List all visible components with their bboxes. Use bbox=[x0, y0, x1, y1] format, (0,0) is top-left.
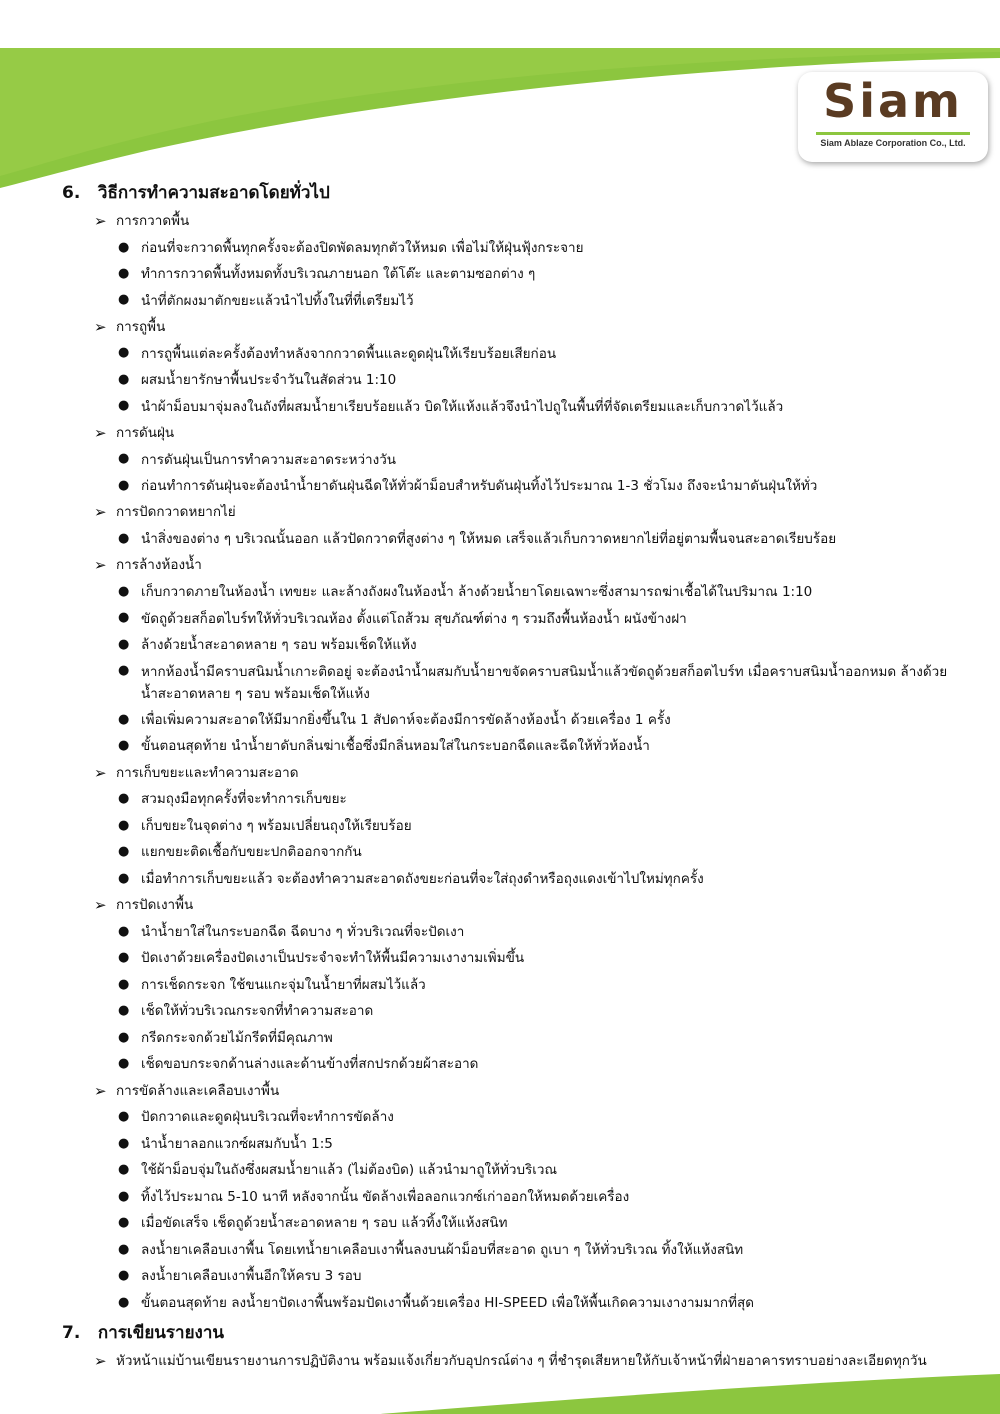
list-item bbox=[0, 733, 960, 759]
list-item-text: เมื่อขัดเสร็จ เช็ดถูด้วยน้ำสะอาดหลาย ๆ รอบ แล้วทิ้งให้แห้งสนิท bbox=[141, 1215, 508, 1232]
list-item bbox=[0, 526, 960, 552]
list-item-text: ผสมน้ำยารักษาพื้นประจำวันในสัดส่วน 1:10 bbox=[141, 372, 397, 389]
list-item-text: ทิ้งไว้ประมาณ 5-10 นาที หลังจากนั้น ขัดล้างเพื่อลอกแวกซ์เก่าออกให้หมดด้วยเครื่อง bbox=[141, 1188, 630, 1205]
list-item-text: การถูพื้นแต่ละครั้งต้องทำหลังจากกวาดพื้นและดูดฝุ่นให้เรียบร้อยเสียก่อน bbox=[141, 345, 557, 362]
list-item bbox=[0, 813, 960, 839]
section-number: 6. bbox=[62, 183, 81, 203]
subsection-heading bbox=[0, 420, 1000, 447]
list-item bbox=[0, 605, 960, 631]
list-item-text: เช็ดขอบกระจกด้านล่างและด้านข้างที่สกปรกด้วยผ้าสะอาด bbox=[141, 1056, 479, 1073]
list-item-text: หากห้องน้ำมีคราบสนิมน้ำเกาะติดอยู่ จะต้องนำน้ำผสมกับน้ำยาขจัดคราบสนิมน้ำแล้วขัดถูด้วยสก็อตไบร์ท เมื่อคราบสนิมน้ำออกหมด ล้างด้วยน้ำสะอาดหลาย ๆ รอบ พร้อมเช็ดให้แห้ง bbox=[141, 663, 948, 702]
list-item bbox=[0, 1025, 960, 1051]
list-item bbox=[0, 1157, 960, 1183]
arrow-bullet-icon: ➢ bbox=[94, 212, 107, 230]
list-item bbox=[0, 1263, 960, 1289]
company-logo bbox=[798, 72, 988, 162]
list-item-text: กรีดกระจกด้วยไม้กรีดที่มีคุณภาพ bbox=[141, 1029, 333, 1046]
list-item bbox=[0, 1210, 960, 1236]
list-item-text: ลงน้ำยาเคลือบเงาพื้นอีกให้ครบ 3 รอบ bbox=[141, 1268, 362, 1285]
subsection-heading bbox=[0, 314, 1000, 341]
list-item-text: นำน้ำยาใส่ในกระบอกฉีด ฉีดบาง ๆ ทั่วบริเวณที่จะปัดเงา bbox=[141, 923, 465, 940]
bullet-dot-icon: ● bbox=[118, 1188, 130, 1204]
arrow-bullet-icon: ➢ bbox=[94, 1351, 107, 1370]
bullet-dot-icon: ● bbox=[118, 477, 130, 493]
list-item bbox=[0, 658, 960, 706]
arrow-bullet-icon: ➢ bbox=[94, 317, 107, 336]
bullet-dot-icon: ● bbox=[118, 371, 130, 387]
subsection-heading bbox=[0, 208, 1000, 235]
list-item-text: ขั้นตอนสุดท้าย ลงน้ำยาปัดเงาพื้นพร้อมปัดเงาพื้นด้วยเครื่อง HI-SPEED เพื่อให้พื้นเกิดความเงางามมากที่สุด bbox=[141, 1294, 754, 1311]
bullet-dot-icon: ● bbox=[118, 292, 130, 308]
bullet-dot-icon: ● bbox=[118, 1056, 130, 1072]
list-item bbox=[0, 473, 960, 499]
arrow-bullet-icon: ➢ bbox=[94, 503, 107, 522]
section-number: 7. bbox=[62, 1322, 81, 1343]
bullet-dot-icon: ● bbox=[118, 1135, 130, 1151]
bullet-dot-icon: ● bbox=[118, 844, 130, 860]
list-item-text: ล้างด้วยน้ำสะอาดหลาย ๆ รอบ พร้อมเช็ดให้แห้ง bbox=[141, 637, 417, 654]
list-item bbox=[0, 945, 960, 971]
list-item-text: เก็บขยะในจุดต่าง ๆ พร้อมเปลี่ยนถุงให้เรียบร้อย bbox=[141, 817, 412, 834]
list-item bbox=[0, 287, 960, 313]
bullet-dot-icon: ● bbox=[118, 1029, 130, 1045]
section-7-heading bbox=[0, 1318, 1000, 1348]
list-item-text: ขัดถูด้วยสก็อตไบร์ทให้ทั่วบริเวณห้อง ตั้งแต่โถส้วม สุขภัณฑ์ต่าง ๆ รวมถึงพื้นห้องน้ำ ผนังข้างฝา bbox=[141, 610, 687, 627]
subsection-heading bbox=[0, 499, 1000, 526]
list-item bbox=[0, 786, 960, 812]
bullet-dot-icon: ● bbox=[118, 1241, 130, 1257]
bullet-dot-icon: ● bbox=[118, 1162, 130, 1178]
list-item bbox=[0, 1290, 960, 1316]
list-item-text: การดันฝุ่นเป็นการทำความสะอาดระหว่างวัน bbox=[141, 451, 397, 468]
subsection-heading bbox=[0, 892, 1000, 919]
subsection-heading bbox=[0, 1078, 1000, 1105]
list-item bbox=[0, 340, 960, 366]
list-item bbox=[0, 261, 960, 287]
bullet-dot-icon: ● bbox=[118, 817, 130, 833]
list-item bbox=[0, 866, 960, 892]
bullet-dot-icon: ● bbox=[118, 1215, 130, 1231]
document-body bbox=[0, 178, 1000, 1374]
bullet-dot-icon: ● bbox=[118, 663, 130, 679]
list-item bbox=[0, 972, 960, 998]
bullet-dot-icon: ● bbox=[118, 923, 130, 939]
section-6-groups bbox=[0, 208, 1000, 1316]
subsection-heading bbox=[0, 760, 1000, 787]
section-title: วิธีการทำความสะอาดโดยทั่วไป bbox=[97, 183, 330, 203]
list-item bbox=[0, 1051, 960, 1077]
bullet-dot-icon: ● bbox=[118, 636, 130, 652]
bullet-dot-icon: ● bbox=[118, 791, 130, 807]
list-item bbox=[0, 235, 960, 261]
list-item-text: สวมถุงมือทุกครั้งที่จะทำการเก็บขยะ bbox=[141, 791, 347, 808]
list-item-text: นำผ้าม็อบมาจุ่มลงในถังที่ผสมน้ำยาเรียบร้อยแล้ว บิดให้แห้งแล้วจึงนำไปถูในพื้นที่ที่จัดเตรียมและเก็บกวาดไว้แล้ว bbox=[141, 398, 784, 415]
list-item-text: เช็ดให้ทั่วบริเวณกระจกที่ทำความสะอาด bbox=[141, 1003, 374, 1020]
list-item bbox=[0, 1104, 960, 1130]
list-item-text: เพื่อเพิ่มความสะอาดให้มีมากยิ่งขึ้นใน 1 สัปดาห์จะต้องมีการขัดล้างห้องน้ำ ด้วยเครื่อง 1 ครั้ง bbox=[141, 711, 671, 728]
list-item-text: แยกขยะติดเชื้อกับขยะปกติออกจากกัน bbox=[141, 844, 362, 861]
list-item bbox=[0, 1184, 960, 1210]
list-item bbox=[0, 367, 960, 393]
list-item-text: นำน้ำยาลอกแวกซ์ผสมกับน้ำ 1:5 bbox=[141, 1135, 333, 1152]
list-item bbox=[0, 1131, 960, 1157]
list-item bbox=[0, 839, 960, 865]
arrow-bullet-icon: ➢ bbox=[94, 423, 107, 442]
logo-wordmark: Siam bbox=[823, 74, 963, 128]
bullet-dot-icon: ● bbox=[118, 451, 130, 467]
list-item bbox=[0, 579, 960, 605]
arrow-bullet-icon: ➢ bbox=[94, 763, 107, 782]
footer-green-swoosh bbox=[0, 1370, 1000, 1414]
bullet-dot-icon: ● bbox=[118, 1109, 130, 1125]
bullet-dot-icon: ● bbox=[118, 530, 130, 546]
list-item-text: เมื่อทำการเก็บขยะแล้ว จะต้องทำความสะอาดถังขยะก่อนที่จะใส่ถุงดำหรือถุงแดงเข้าไปใหม่ทุกครั้ง bbox=[141, 870, 704, 887]
bullet-dot-icon: ● bbox=[118, 738, 130, 754]
subsection-title: การดันฝุ่น bbox=[116, 424, 175, 441]
list-item-text: ปัดเงาด้วยเครื่องปัดเงาเป็นประจำจะทำให้พื้นมีความเงางามเพิ่มขึ้น bbox=[141, 950, 525, 967]
list-item-text: นำที่ตักผงมาตักขยะแล้วนำไปทิ้งในที่ที่เตรียมไว้ bbox=[141, 292, 414, 309]
list-item-text: เก็บกวาดภายในห้องน้ำ เทขยะ และล้างถังผงในห้องน้ำ ล้างด้วยน้ำยาโดยเฉพาะซึ่งสามารถฆ่าเชื้อได้ในปริมาณ 1:10 bbox=[141, 584, 813, 601]
bullet-dot-icon: ● bbox=[118, 398, 130, 414]
arrow-bullet-icon: ➢ bbox=[94, 1081, 107, 1100]
list-item-text: นำสิ่งของต่าง ๆ บริเวณนั้นออก แล้วปัดกวาดที่สูงต่าง ๆ ให้หมด เสร็จแล้วเก็บกวาดหยากไย่ที่อยู่ตามพื้นจนสะอาดเรียบร้อย bbox=[141, 531, 837, 548]
bullet-dot-icon: ● bbox=[118, 1294, 130, 1310]
list-item-text: ก่อนที่จะกวาดพื้นทุกครั้งจะต้องปิดพัดลมทุกตัวให้หมด เพื่อไม่ให้ฝุ่นฟุ้งกระจาย bbox=[141, 239, 584, 256]
arrow-bullet-icon: ➢ bbox=[94, 896, 107, 915]
list-item-text: ลงน้ำยาเคลือบเงาพื้น โดยเทน้ำยาเคลือบเงาพื้นลงบนผ้าม็อบที่สะอาด ถูเบา ๆ ให้ทั่วบริเวณ ทิ้งให้แห้งสนิท bbox=[141, 1241, 744, 1258]
bullet-dot-icon: ● bbox=[118, 976, 130, 992]
subsection-title: การเก็บขยะและทำความสะอาด bbox=[116, 764, 299, 781]
report-text: หัวหน้าแม่บ้านเขียนรายงานการปฏิบัติงาน พร้อมแจ้งเกี่ยวกับอุปกรณ์ต่าง ๆ ที่ชำรุดเสียหายให้กับเจ้าหน้าที่ฝ่ายอาคารทราบอย่างละเอียดทุกวัน bbox=[116, 1352, 927, 1369]
bullet-dot-icon: ● bbox=[118, 583, 130, 599]
bullet-dot-icon: ● bbox=[118, 1268, 130, 1284]
bullet-dot-icon: ● bbox=[118, 610, 130, 626]
bullet-dot-icon: ● bbox=[118, 950, 130, 966]
subsection-title: การปัดกวาดหยากไย่ bbox=[116, 504, 236, 521]
bullet-dot-icon: ● bbox=[118, 265, 130, 281]
subsection-title: การขัดล้างและเคลือบเงาพื้น bbox=[116, 1082, 280, 1099]
logo-divider bbox=[816, 132, 970, 135]
subsection-heading bbox=[0, 552, 1000, 579]
bullet-dot-icon: ● bbox=[118, 1003, 130, 1019]
list-item-text: ก่อนทำการดันฝุ่นจะต้องนำน้ำยาดันฝุ่นฉีดให้ทั่วผ้าม็อบสำหรับดันฝุ่นทิ้งไว้ประมาณ 1-3 ชั่วโมง ถึงจะนำมาดันฝุ่นให้ทั่ว bbox=[141, 478, 818, 495]
list-item bbox=[0, 393, 960, 419]
subsection-title: การกวาดพื้น bbox=[116, 213, 190, 229]
subsection-title: การปัดเงาพื้น bbox=[116, 897, 194, 914]
subsection-title: การถูพื้น bbox=[116, 318, 166, 335]
subsection-title: การล้างห้องน้ำ bbox=[116, 557, 202, 574]
list-item-text: ใช้ผ้าม็อบจุ่มในถังซึ่งผสมน้ำยาแล้ว (ไม่ต้องบิด) แล้วนำมาถูให้ทั่วบริเวณ bbox=[141, 1162, 558, 1179]
section-6-heading bbox=[0, 178, 1000, 208]
bullet-dot-icon: ● bbox=[118, 711, 130, 727]
list-item bbox=[0, 919, 960, 945]
list-item bbox=[0, 1237, 960, 1263]
section-title: การเขียนรายงาน bbox=[97, 1322, 225, 1343]
list-item bbox=[0, 632, 960, 658]
arrow-bullet-icon: ➢ bbox=[94, 556, 107, 575]
bullet-dot-icon: ● bbox=[118, 345, 130, 361]
bullet-dot-icon: ● bbox=[118, 870, 130, 886]
bullet-dot-icon: ● bbox=[118, 239, 130, 255]
list-item bbox=[0, 707, 960, 733]
list-item-text: ทำการกวาดพื้นทั้งหมดทั้งบริเวณภายนอก ใต้โต๊ะ และตามซอกต่าง ๆ bbox=[141, 266, 536, 283]
list-item-text: การเช็ดกระจก ใช้ขนแกะจุ่มในน้ำยาที่ผสมไว้แล้ว bbox=[141, 976, 426, 993]
list-item-text: ปัดกวาดและดูดฝุ่นบริเวณที่จะทำการขัดล้าง bbox=[141, 1109, 394, 1126]
logo-company-name: Siam Ablaze Corporation Co., Ltd. bbox=[820, 138, 966, 148]
list-item bbox=[0, 446, 960, 472]
list-item-text: ขั้นตอนสุดท้าย นำน้ำยาดับกลิ่นฆ่าเชื้อซึ่งมีกลิ่นหอมใส่ในกระบอกฉีดและฉีดให้ทั่วห้องน้ำ bbox=[141, 738, 650, 755]
list-item bbox=[0, 998, 960, 1024]
